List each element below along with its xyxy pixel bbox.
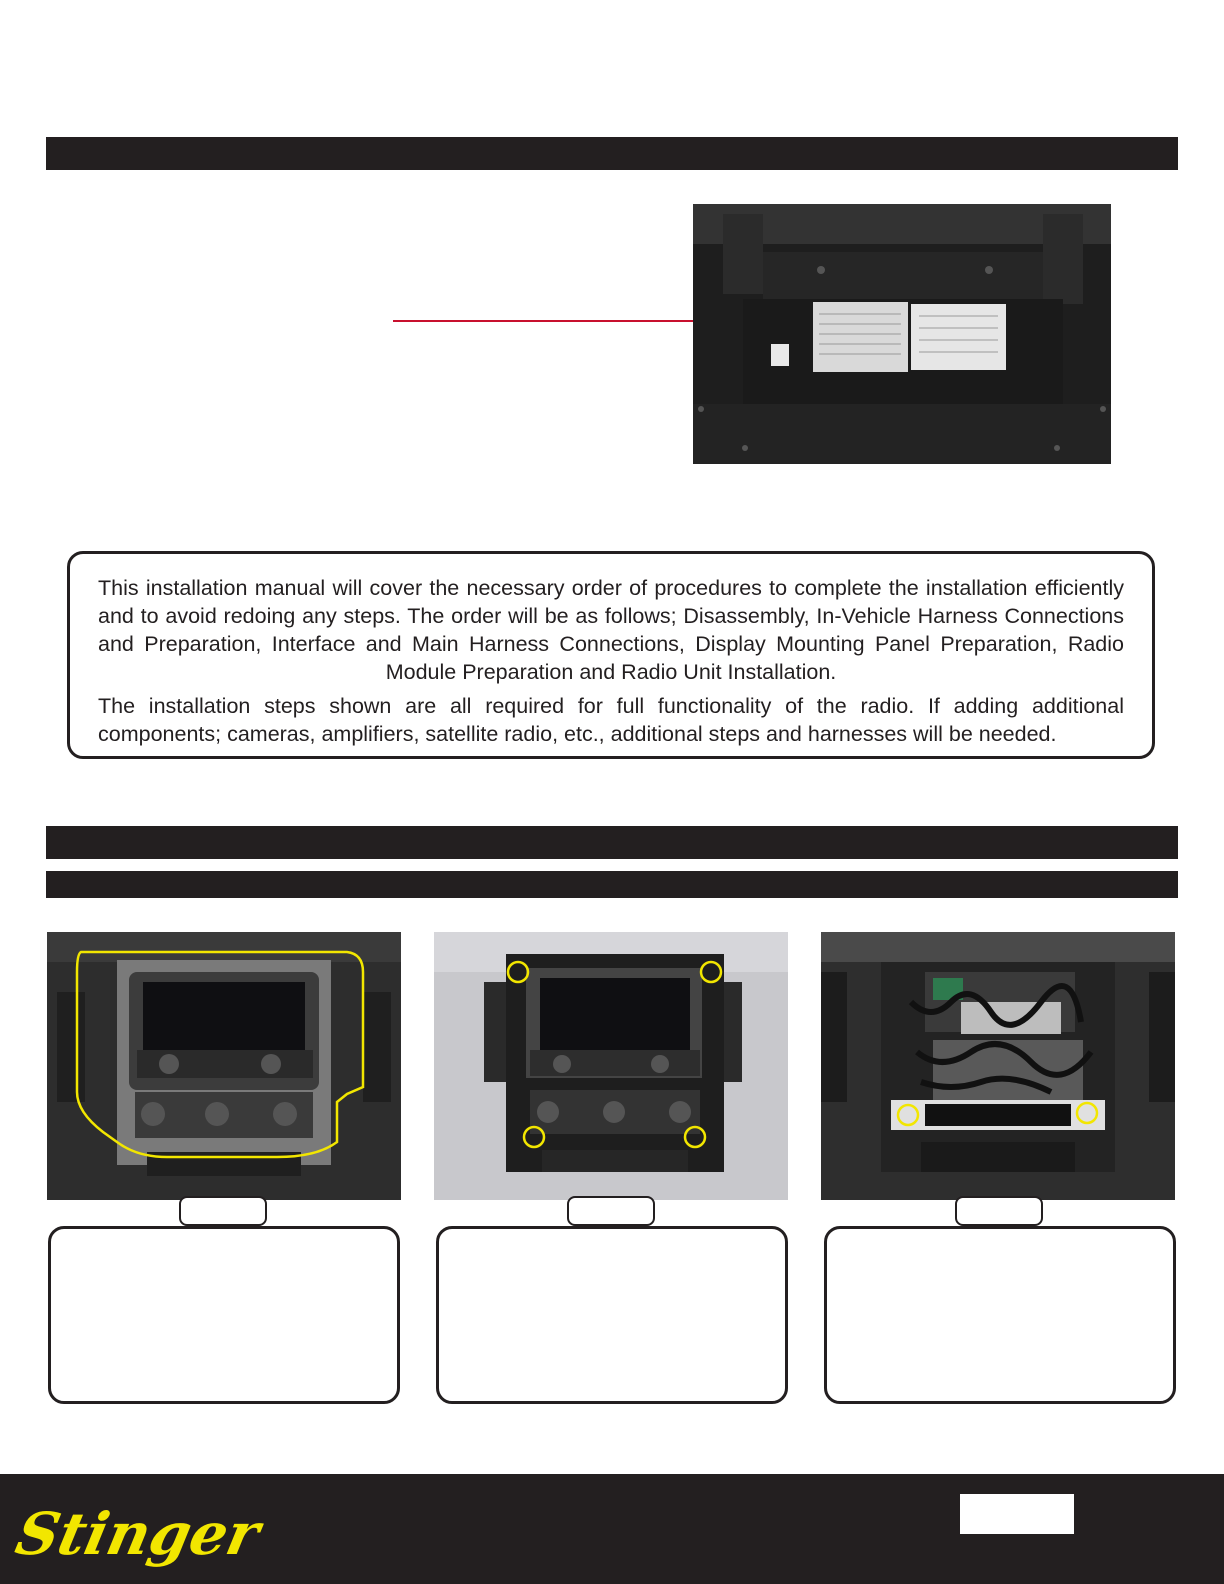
- intro-text-box: [67, 551, 1155, 759]
- intro-paragraph-1: This installation manual will cover the necessary order of procedures to complete the installation efficiently and to avoid redoing any steps. The order will be as follows; Disassembly, In-Vehicle Harness Connections and Preparation, Interface and Main Harness Connections, Display Mounting Panel Preparation, Radio Module Preparation and Radio Unit Installation.: [98, 576, 1124, 684]
- step-2-label: [567, 1196, 655, 1226]
- dash-trim-bezel-photo: [47, 932, 401, 1200]
- step-3-text-box: [824, 1226, 1176, 1404]
- step-3-label: [955, 1196, 1043, 1226]
- dash-screws-photo: [434, 932, 788, 1200]
- stinger-logo: [10, 1484, 266, 1576]
- radio-removed-photo: [821, 932, 1175, 1200]
- step-1-label: [179, 1196, 267, 1226]
- step-1-text-box: [48, 1226, 400, 1404]
- section-header-bar-2: [46, 826, 1178, 859]
- glovebox-label-photo: [693, 204, 1111, 464]
- page-number-box: [960, 1494, 1074, 1534]
- subsection-header-bar: [46, 871, 1178, 898]
- step-2-text-box: [436, 1226, 788, 1404]
- svg-text:Stinger: Stinger: [10, 1499, 266, 1568]
- footer-bar: [0, 1474, 1224, 1584]
- intro-paragraph-2: The installation steps shown are all required for full functionality of the radio. If adding additional components; cameras, amplifiers, satellite radio, etc., additional steps and harnesses will be needed.: [98, 694, 1124, 746]
- section-header-bar: [46, 137, 1178, 170]
